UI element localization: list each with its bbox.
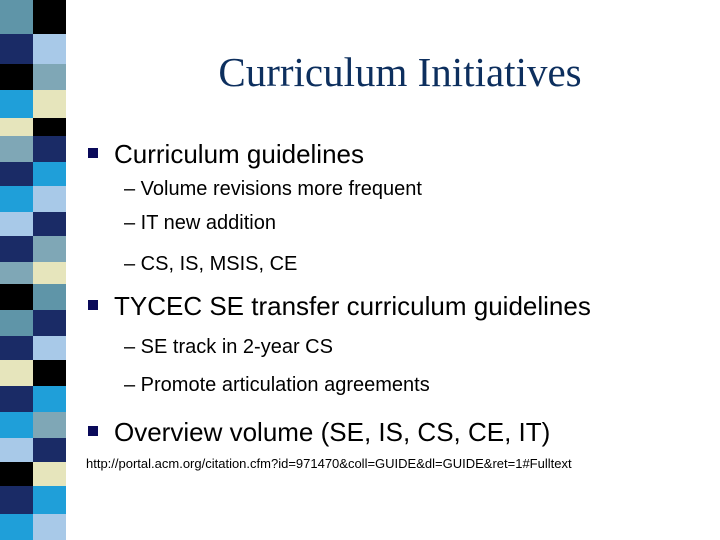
stripe-block [33,336,66,360]
stripe-block [33,360,66,386]
stripe-block [0,284,33,310]
stripe-block [33,438,66,462]
stripe-block [0,34,33,64]
stripe-block [33,0,66,34]
stripe-block [0,438,33,462]
reference-link[interactable]: http://portal.acm.org/citation.cfm?id=971470&coll=GUIDE&dl=GUIDE&ret=1#Fulltext [86,456,572,471]
stripe-block [33,64,66,90]
stripe-block [33,486,66,514]
stripe-block [33,284,66,310]
stripe-block [0,412,33,438]
slide-title: Curriculum Initiatives [218,49,582,95]
stripe-block [0,136,33,162]
stripe-block [0,386,33,412]
sub-bullet-text: – CS, IS, MSIS, CE [124,253,298,275]
stripe-block [0,118,33,136]
sub-bullet-text: – IT new addition [124,212,276,234]
stripe-block [33,212,66,236]
stripe-block [33,462,66,486]
stripe-block [33,34,66,64]
stripe-block [33,412,66,438]
bullet-text: TYCEC SE transfer curriculum guidelines [114,291,591,321]
stripe-block [0,336,33,360]
stripe-block [0,486,33,514]
stripe-block [33,386,66,412]
stripe-block [33,236,66,262]
stripe-block [0,360,33,386]
stripe-block [0,310,33,336]
stripe-block [0,514,33,540]
bullet-square-icon [88,148,98,158]
bullet-text: Overview volume (SE, IS, CS, CE, IT) [114,417,551,447]
stripe-block [33,162,66,186]
sub-bullet-text: – SE track in 2-year CS [124,336,333,358]
sub-bullet-text: – Volume revisions more frequent [124,178,422,200]
stripe-block [33,186,66,212]
stripe-block [0,462,33,486]
stripe-block [0,212,33,236]
stripe-block [0,0,33,34]
stripe-block [0,186,33,212]
stripe-block [33,90,66,118]
stripe-block [33,514,66,540]
stripe-block [33,262,66,284]
stripe-block [33,136,66,162]
stripe-block [0,162,33,186]
sub-bullet-text: – Promote articulation agreements [124,374,430,396]
decorative-stripe [0,0,66,540]
stripe-block [0,64,33,90]
bullet-square-icon [88,300,98,310]
stripe-block [0,262,33,284]
stripe-block [0,236,33,262]
stripe-block [0,90,33,118]
stripe-block [33,118,66,136]
bullet-text: Curriculum guidelines [114,139,364,169]
bullet-square-icon [88,426,98,436]
stripe-block [33,310,66,336]
